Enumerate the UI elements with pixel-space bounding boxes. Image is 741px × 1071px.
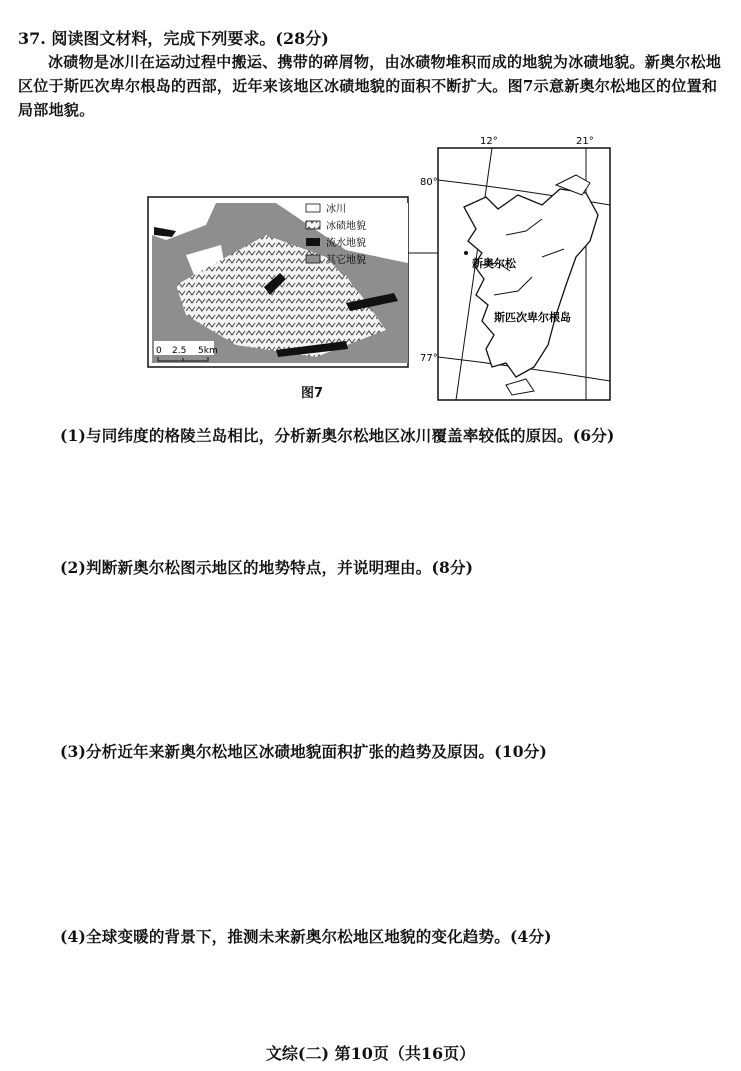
subquestion-1: (1)与同纬度的格陵兰岛相比，分析新奥尔松地区冰川覆盖率较低的原因。(6分): [60, 426, 615, 445]
figure-caption: 图7: [301, 386, 324, 401]
legend-label-moraine: 冰碛地貌: [326, 221, 366, 232]
scale-tick-5km: 5km: [198, 346, 218, 356]
lat-label-80: 80°: [420, 177, 438, 188]
legend-label-glacier: 冰川: [326, 204, 346, 215]
legend-swatch-glacier: [306, 204, 320, 212]
legend-label-fluvial: 流水地貌: [326, 238, 366, 249]
page-footer: 文综(二) 第10页（共16页）: [265, 1044, 476, 1063]
ny-alesund-marker: [464, 251, 468, 255]
lon-label-12: 12°: [480, 136, 498, 147]
figure-svg: [146, 136, 616, 405]
legend-swatch-moraine: [306, 221, 320, 229]
question-intro: 冰碛物是冰川在运动过程中搬运、携带的碎屑物，由冰碛物堆积而成的地貌为冰碛地貌。新奥尔松地区位于斯匹次卑尔根岛的西部，近年来该地区冰碛地貌的面积不断扩大。图7示意新奥尔松地区的位置和局部地貌。: [18, 53, 722, 119]
question-header: 37. 阅读图文材料，完成下列要求。(28分): [18, 29, 329, 48]
subquestion-4: (4)全球变暖的背景下，推测未来新奥尔松地区地貌的变化趋势。(4分): [60, 927, 552, 946]
legend-swatch-fluvial: [306, 238, 320, 246]
subquestion-3: (3)分析近年来新奥尔松地区冰碛地貌面积扩张的趋势及原因。(10分): [60, 742, 547, 761]
scale-tick-0: 0: [156, 346, 162, 356]
figure-7: [146, 136, 616, 405]
legend-swatch-other: [306, 255, 320, 263]
place-label-spitsbergen: 斯匹次卑尔根岛: [494, 311, 571, 324]
lon-label-21: 21°: [576, 136, 594, 147]
place-label-ny-alesund: 新奥尔松: [472, 257, 516, 270]
subquestion-2: (2)判断新奥尔松图示地区的地势特点，并说明理由。(8分): [60, 558, 474, 577]
scale-tick-2-5: 2.5: [172, 346, 187, 356]
lat-label-77: 77°: [420, 353, 438, 364]
legend-label-other: 其它地貌: [326, 255, 366, 266]
locator-map: [420, 136, 610, 400]
